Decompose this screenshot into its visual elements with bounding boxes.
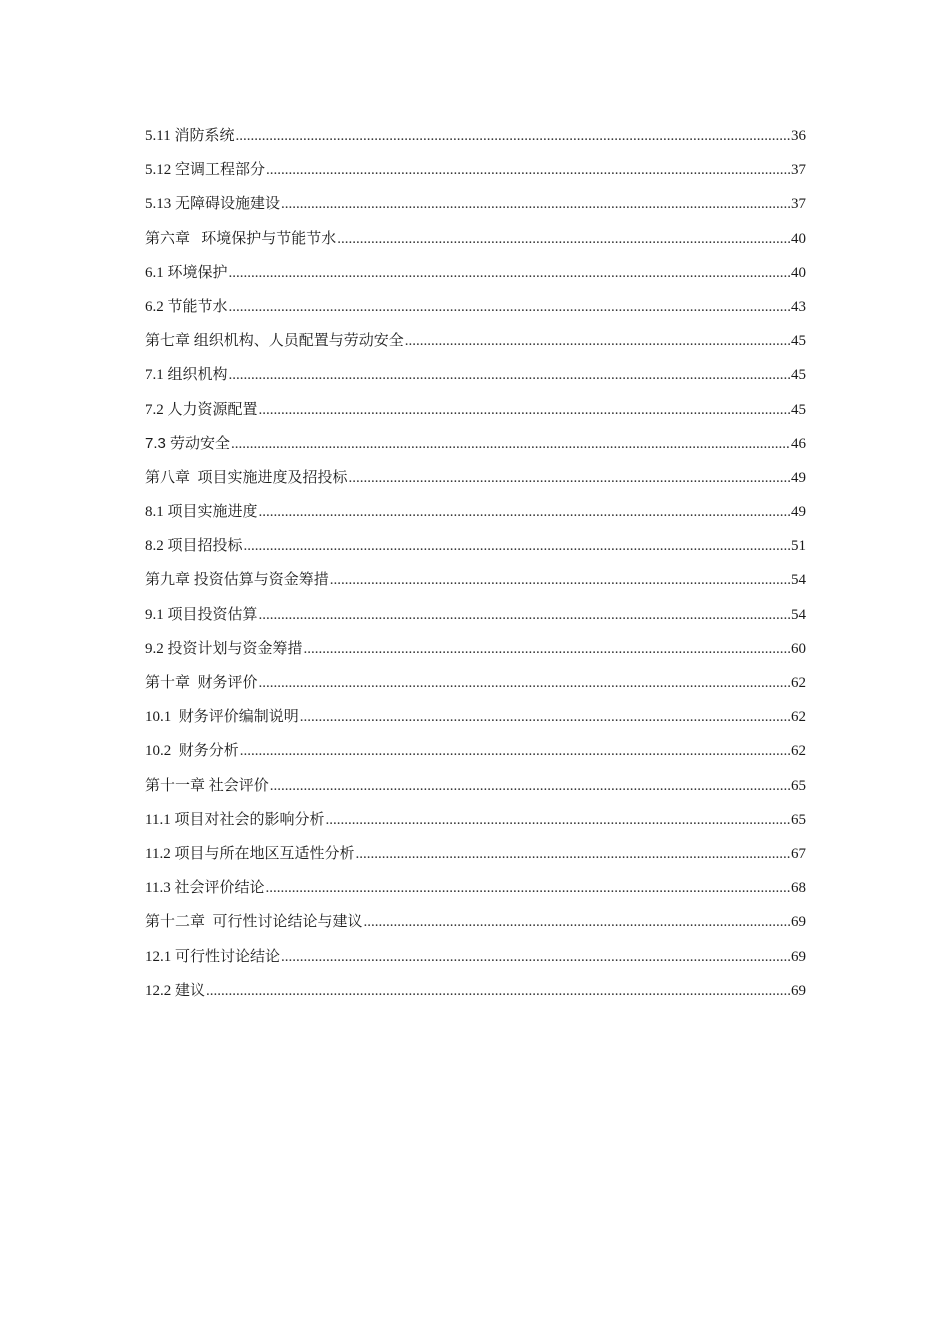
toc-entry[interactable] (145, 567, 806, 601)
toc-dot-leader (325, 807, 790, 833)
toc-entry[interactable] (145, 397, 806, 431)
toc-entry[interactable] (145, 704, 806, 738)
toc-dot-leader (240, 738, 790, 764)
toc-dot-leader (259, 602, 790, 628)
toc-dot-leader (229, 294, 790, 320)
toc-entry[interactable] (145, 123, 806, 157)
toc-dot-leader (229, 260, 790, 286)
toc-dot-leader (405, 328, 790, 354)
toc-entry-page: 62 (791, 743, 806, 760)
toc-entry-title: 7.2 人力资源配置 (145, 401, 258, 418)
toc-entry-title: 第九章 投资估算与资金筹措 (145, 572, 329, 589)
toc-entry-page: 69 (791, 914, 806, 931)
toc-entry[interactable] (145, 533, 806, 567)
toc-dot-leader (330, 567, 790, 593)
toc-dot-leader (259, 499, 790, 525)
toc-entry[interactable] (145, 499, 806, 533)
toc-entry-title: 第十章 财务评价 (145, 675, 258, 691)
toc-dot-leader (337, 226, 790, 252)
toc-entry-title: 9.1 项目投资估算 (145, 606, 258, 623)
toc-entry-page: 68 (791, 880, 806, 897)
toc-entry-title: 5.13 无障碍设施建设 (145, 196, 281, 213)
toc-dot-leader (259, 670, 790, 696)
toc-entry[interactable] (145, 841, 806, 875)
toc-entry-title: 10.2 财务分析 (145, 743, 239, 760)
toc-entry[interactable] (145, 909, 806, 943)
toc-entry-title: 第八章 项目实施进度及招投标 (145, 469, 348, 486)
toc-entry-page: 49 (791, 504, 806, 521)
toc-entry-page: 54 (791, 606, 806, 623)
toc-entry[interactable] (145, 191, 806, 225)
toc-entry-page: 45 (791, 401, 806, 418)
toc-entry-title: 6.2 节能节水 (145, 298, 228, 315)
toc-entry-page: 40 (791, 230, 806, 247)
toc-dot-leader (231, 431, 790, 457)
toc-entry[interactable] (145, 875, 806, 909)
toc-entry[interactable] (145, 431, 806, 465)
toc-entry[interactable] (145, 636, 806, 670)
toc-entry-page: 36 (791, 128, 806, 144)
toc-dot-leader (300, 704, 790, 730)
toc-dot-leader (244, 533, 790, 559)
toc-dot-leader (229, 362, 790, 388)
toc-dot-leader (206, 978, 790, 1004)
toc-entry-page: 54 (791, 572, 806, 589)
toc-entry-title: 10.1 财务评价编制说明 (145, 709, 299, 726)
toc-dot-leader (235, 123, 790, 149)
toc-entry-page: 65 (791, 777, 806, 794)
toc-entry-title: 第七章 组织机构、人员配置与劳动安全 (145, 333, 404, 350)
toc-dot-leader (265, 875, 790, 901)
toc-entry-title: 11.1 项目对社会的影响分析 (145, 811, 325, 828)
toc-entry-page: 60 (791, 640, 806, 657)
toc-entry-page: 62 (791, 675, 806, 691)
toc-dot-leader (349, 465, 790, 491)
toc-entry-title: 7.1 组织机构 (145, 367, 228, 384)
toc-dot-leader (364, 909, 790, 935)
toc-entry[interactable] (145, 328, 806, 362)
toc-entry[interactable] (145, 260, 806, 294)
toc-dot-leader (266, 157, 790, 183)
toc-dot-leader (259, 397, 790, 423)
toc-entry-title: 12.2 建议 (145, 982, 206, 999)
toc-entry[interactable] (145, 602, 806, 636)
toc-entry-page: 62 (791, 709, 806, 726)
toc-dot-leader (304, 636, 790, 662)
toc-entry-title: 5.12 空调工程部分 (145, 162, 266, 179)
toc-entry-title: 9.2 投资计划与资金筹措 (145, 640, 303, 657)
toc-entry-page: 67 (791, 845, 806, 862)
toc-dot-leader (355, 841, 790, 867)
toc-entry[interactable] (145, 157, 806, 191)
toc-dot-leader (281, 944, 790, 970)
toc-entry-page: 37 (791, 162, 806, 179)
table-of-contents (145, 123, 806, 1012)
toc-entry-page: 40 (791, 264, 806, 281)
toc-entry[interactable] (145, 226, 806, 260)
toc-entry-title: 第十二章 可行性讨论结论与建议 (145, 914, 363, 931)
toc-entry-title: 7.3 劳动安全 (145, 434, 231, 452)
toc-entry-title: 5.11 消防系统 (145, 128, 235, 144)
toc-entry-title: 11.2 项目与所在地区互适性分析 (145, 845, 355, 862)
toc-entry[interactable] (145, 294, 806, 328)
toc-entry-page: 37 (791, 196, 806, 213)
toc-entry-page: 69 (791, 948, 806, 965)
toc-entry[interactable] (145, 465, 806, 499)
toc-entry-page: 46 (791, 435, 806, 452)
toc-entry-title: 12.1 可行性讨论结论 (145, 948, 281, 965)
toc-entry[interactable] (145, 738, 806, 772)
toc-entry[interactable] (145, 978, 806, 1012)
toc-entry-page: 51 (791, 538, 806, 555)
toc-dot-leader (270, 773, 790, 799)
toc-entry-title: 第十一章 社会评价 (145, 777, 269, 794)
toc-dot-leader (281, 191, 790, 217)
toc-entry-page: 65 (791, 811, 806, 828)
toc-entry-title: 8.2 项目招投标 (145, 538, 243, 555)
toc-entry-page: 43 (791, 298, 806, 315)
toc-entry-page: 69 (791, 982, 806, 999)
toc-entry[interactable] (145, 944, 806, 978)
toc-entry[interactable] (145, 362, 806, 396)
toc-entry-title: 第六章 环境保护与节能节水 (145, 230, 337, 247)
toc-entry-page: 45 (791, 333, 806, 350)
toc-entry-title: 11.3 社会评价结论 (145, 880, 265, 897)
toc-entry[interactable] (145, 807, 806, 841)
toc-entry[interactable] (145, 670, 806, 704)
toc-entry[interactable] (145, 773, 806, 807)
toc-entry-title: 8.1 项目实施进度 (145, 504, 258, 521)
toc-entry-page: 45 (791, 367, 806, 384)
toc-entry-title: 6.1 环境保护 (145, 264, 228, 281)
toc-entry-page: 49 (791, 469, 806, 486)
